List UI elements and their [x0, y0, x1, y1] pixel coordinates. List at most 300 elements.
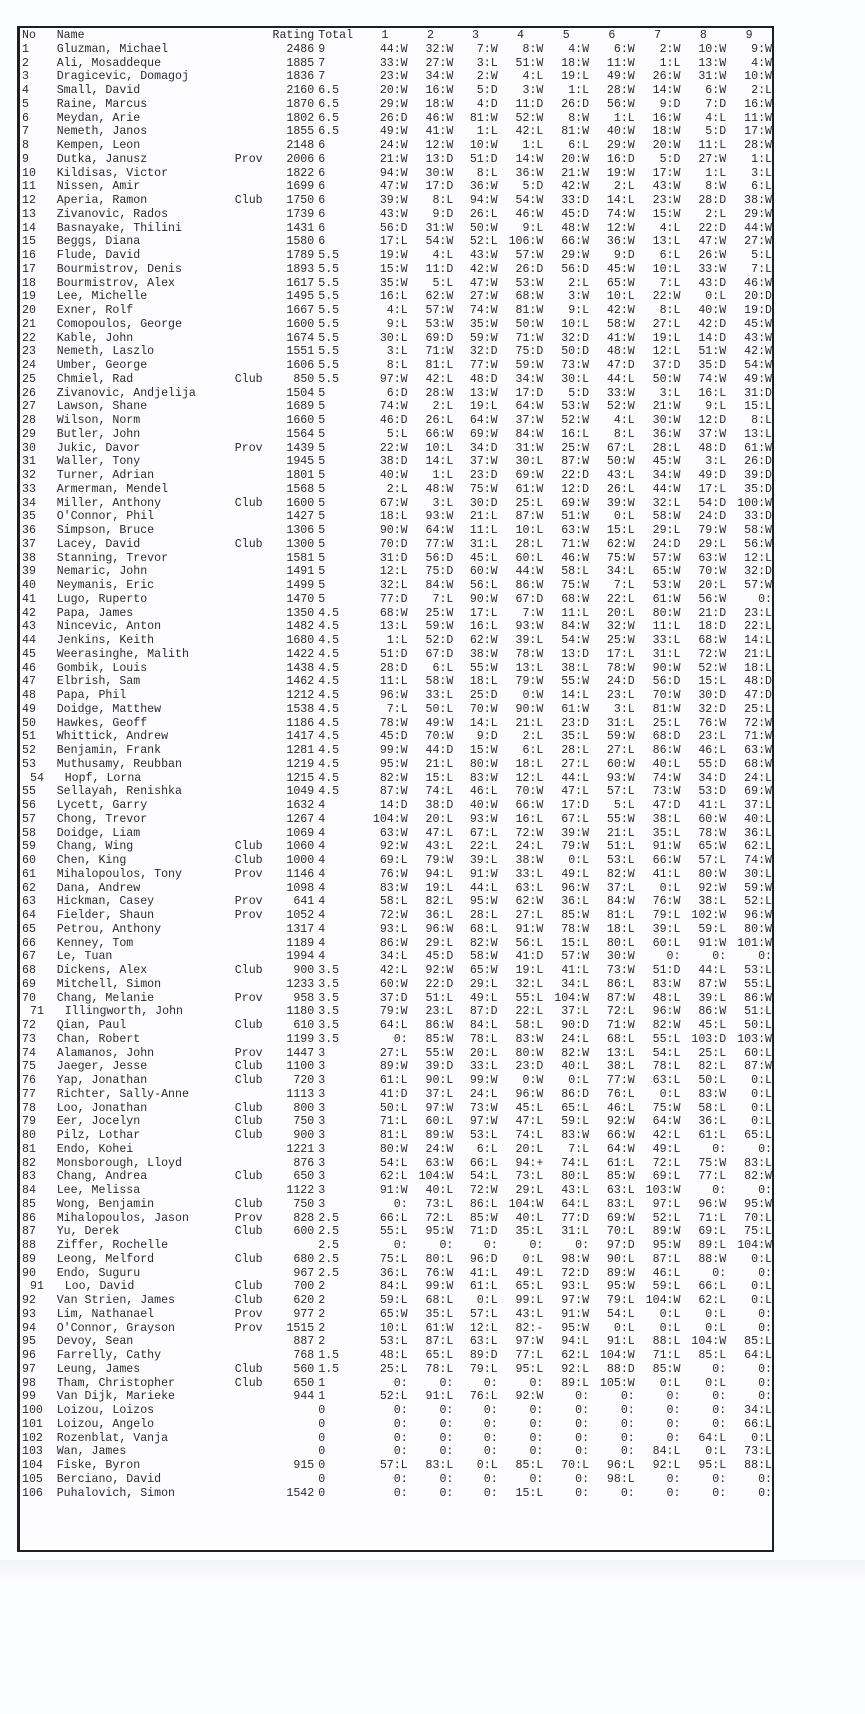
round-7-result: 21:W: [652, 400, 681, 414]
round-6-result: 63:L: [606, 1184, 635, 1197]
player-total: 5: [318, 496, 326, 510]
player-type: [235, 717, 273, 731]
player-total: 5: [318, 400, 326, 414]
player-number: 7: [22, 125, 29, 139]
player-name: Endo, Suguru: [56, 1266, 141, 1280]
round-7-result: 0:L: [659, 1307, 681, 1321]
player-name: Van Strien, James: [56, 1294, 175, 1307]
player-number: 46: [22, 661, 36, 675]
round-5-result: 80:L: [561, 1170, 590, 1184]
round-5-result: 51:W: [561, 510, 590, 524]
player-rating: 1189: [286, 936, 315, 950]
round-7-result: 75:W: [652, 1101, 681, 1115]
round-1-result: 11:L: [379, 675, 408, 689]
round-4-result: 43:L: [515, 1307, 544, 1321]
round-4-result: 13:L: [515, 661, 544, 675]
player-rating: 967: [293, 1266, 315, 1280]
round-4-result: 78:W: [515, 647, 544, 661]
player-rating: 1994: [286, 950, 315, 964]
player-name: Aperia, Ramon: [56, 194, 148, 207]
player-rating: 750: [293, 1115, 315, 1129]
round-1-result: 9:L: [386, 317, 408, 331]
player-total: 0: [318, 1486, 326, 1500]
header-round-8: 8: [699, 29, 707, 42]
player-rating: 1281: [286, 744, 315, 757]
round-9-result: 0:: [758, 1472, 772, 1486]
round-3-result: 40:W: [469, 799, 498, 812]
round-7-result: 69:L: [652, 1170, 681, 1184]
player-total: 3: [318, 1115, 326, 1129]
player-total: 4.5: [318, 606, 340, 620]
player-rating: 768: [293, 1349, 315, 1362]
round-9-result: 57:W: [744, 579, 772, 592]
round-9-result: 82:W: [744, 1170, 772, 1184]
player-row: [22, 538, 772, 552]
round-7-result: 82:W: [652, 1019, 681, 1032]
player-row: [22, 318, 772, 332]
player-rating: 800: [293, 1101, 315, 1115]
player-name: Exner, Rolf: [56, 304, 134, 317]
player-rating: 1885: [286, 56, 315, 70]
player-rating: [272, 1418, 318, 1432]
round-7-result: 23:W: [652, 194, 681, 207]
round-3-result: 62:W: [469, 634, 498, 647]
player-rating: 1689: [286, 400, 315, 414]
round-6-result: 96:L: [606, 1459, 635, 1472]
player-total: 5: [318, 386, 326, 400]
round-5-result: 5:D: [568, 386, 590, 400]
player-number: 54: [30, 771, 44, 785]
round-1-result: 69:L: [379, 854, 408, 867]
round-8-result: 26:W: [698, 249, 727, 262]
player-row: [22, 923, 772, 937]
player-row: [22, 414, 772, 428]
round-9-result: 68:W: [744, 757, 772, 771]
player-number: 101: [22, 1417, 43, 1431]
player-name: Kempen, Leon: [56, 139, 141, 152]
round-2-result: 15:L: [425, 771, 454, 785]
player-total: 6: [318, 221, 326, 235]
round-8-result: 44:L: [698, 964, 727, 977]
player-number: 57: [22, 812, 36, 826]
round-1-result: 78:W: [379, 716, 408, 730]
player-rating: 1447: [286, 1046, 315, 1060]
round-3-result: 37:W: [469, 455, 498, 469]
round-1-result: 49:W: [379, 125, 408, 139]
round-1-result: 65:W: [379, 1307, 408, 1321]
round-2-result: 21:L: [425, 757, 454, 771]
round-3-result: 31:L: [469, 537, 498, 551]
round-1-result: 6:D: [386, 386, 408, 400]
round-7-result: 7:L: [659, 276, 681, 290]
round-6-result: 50:W: [606, 455, 635, 469]
round-3-result: 0:: [483, 1239, 498, 1252]
round-8-result: 47:W: [698, 235, 727, 249]
player-rating: 1491: [286, 565, 315, 579]
player-name: Lim, Nathanael: [56, 1307, 155, 1321]
round-2-result: 57:W: [425, 304, 454, 317]
player-type: [235, 1267, 273, 1281]
player-type: [235, 139, 273, 153]
round-8-result: 9:L: [705, 400, 727, 414]
round-4-result: 75:D: [515, 345, 544, 359]
round-5-result: 65:L: [561, 1101, 590, 1115]
round-3-result: 17:L: [469, 606, 498, 620]
round-1-result: 31:D: [379, 551, 408, 565]
round-9-result: 96:W: [744, 909, 772, 922]
player-name: Armerman, Mendel: [56, 482, 169, 496]
player-number: 70: [22, 991, 36, 1005]
player-rating: 887: [293, 1335, 315, 1349]
round-7-result: 11:L: [652, 620, 681, 634]
round-2-result: 52:D: [425, 634, 454, 647]
round-1-result: 50:L: [379, 1101, 408, 1115]
player-rating: 1739: [286, 207, 315, 221]
round-9-result: 0:L: [751, 1087, 772, 1101]
player-total: 0: [318, 1404, 326, 1417]
player-row: [22, 1404, 772, 1418]
player-row: [22, 1459, 772, 1473]
round-6-result: 64:W: [606, 1142, 635, 1156]
player-name: Basnayake, Thilini: [56, 221, 182, 235]
round-4-result: 16:L: [515, 812, 544, 826]
player-total: 4: [318, 881, 326, 895]
round-3-result: 67:L: [469, 826, 498, 840]
player-row: [22, 1253, 772, 1267]
round-1-result: 0:: [393, 1486, 408, 1500]
player-rating: 1945: [286, 455, 315, 469]
header-round-4: 4: [517, 29, 524, 42]
round-1-result: 0:: [393, 1445, 408, 1459]
round-1-result: 68:W: [379, 606, 408, 620]
player-rating: 1060: [286, 840, 315, 854]
player-rating: 1538: [286, 702, 315, 716]
player-row: [22, 1088, 772, 1102]
round-3-result: 64:W: [469, 414, 498, 427]
player-number: 55: [22, 785, 36, 799]
player-row: [22, 1184, 772, 1198]
player-name: Richter, Sally-Anne: [56, 1087, 189, 1101]
round-1-result: 25:L: [379, 1362, 408, 1376]
round-8-result: 77:L: [698, 1170, 727, 1184]
player-rating: 560: [293, 1362, 315, 1376]
round-9-result: 58:W: [744, 524, 772, 537]
player-total: 0: [318, 1417, 326, 1431]
round-5-result: 0:L: [568, 1074, 590, 1087]
round-1-result: 14:D: [379, 799, 408, 812]
round-4-result: 10:L: [515, 524, 544, 537]
round-2-result: 63:W: [425, 1156, 454, 1170]
round-8-result: 53:D: [698, 785, 727, 799]
round-3-result: 44:L: [469, 881, 498, 895]
round-7-result: 14:W: [652, 84, 681, 97]
player-type: [235, 882, 273, 896]
round-9-result: 49:W: [744, 372, 772, 386]
round-8-result: 91:W: [698, 936, 727, 950]
player-rating: 876: [293, 1156, 315, 1170]
round-2-result: 5:L: [432, 276, 454, 290]
player-name: Gluzman, Michael: [56, 42, 169, 56]
round-2-result: 61:W: [425, 1321, 454, 1335]
round-6-result: 6:W: [613, 42, 635, 56]
round-3-result: 57:L: [469, 1307, 498, 1321]
player-rating: 610: [293, 1019, 315, 1032]
player-type: Club: [234, 1074, 263, 1087]
round-4-result: 29:L: [515, 1184, 544, 1197]
round-9-result: 0:L: [751, 1280, 772, 1294]
round-6-result: 67:L: [606, 441, 635, 455]
round-1-result: 67:W: [379, 496, 408, 510]
round-3-result: 70:W: [469, 702, 498, 716]
round-7-result: 43:W: [652, 180, 681, 194]
player-number: 50: [22, 716, 36, 730]
round-5-result: 104:W: [554, 991, 590, 1005]
round-4-result: 27:L: [515, 909, 544, 922]
round-1-result: 56:D: [379, 221, 408, 235]
round-4-result: 14:W: [515, 152, 544, 166]
round-6-result: 22:L: [606, 592, 635, 606]
round-7-result: 15:W: [652, 207, 681, 221]
round-4-result: 79:W: [515, 675, 544, 689]
player-rating: 1674: [286, 331, 315, 345]
player-type: [235, 428, 273, 442]
player-number: 18: [22, 276, 36, 290]
round-8-result: 96:W: [698, 1197, 727, 1211]
player-name: Leong, Melford: [56, 1252, 155, 1266]
round-4-result: 24:L: [515, 840, 544, 854]
round-4-result: 49:L: [515, 1266, 544, 1280]
round-5-result: 77:D: [561, 1211, 590, 1225]
round-9-result: 86:W: [744, 991, 772, 1005]
round-5-result: 38:L: [561, 661, 590, 675]
player-type: [235, 1335, 273, 1349]
round-4-result: 39:L: [515, 634, 544, 647]
round-1-result: 40:W: [379, 469, 408, 482]
round-4-result: 73:L: [515, 1170, 544, 1184]
round-3-result: 43:W: [469, 249, 498, 262]
round-8-result: 75:W: [698, 1156, 727, 1170]
player-rating: 1632: [286, 799, 315, 812]
player-name: Le, Tuan: [56, 950, 113, 964]
round-2-result: 94:L: [425, 867, 454, 881]
round-2-result: 9:D: [432, 207, 454, 221]
player-name: Waller, Tony: [56, 455, 141, 469]
player-name: Bourmistrov, Alex: [56, 276, 175, 290]
round-8-result: 79:W: [698, 524, 727, 537]
player-name: Dana, Andrew: [56, 881, 141, 895]
round-9-result: 39:D: [744, 469, 772, 482]
player-type: Prov: [234, 1211, 263, 1225]
player-rating: 650: [293, 1376, 315, 1390]
player-name: Loo, David: [64, 1280, 135, 1294]
round-7-result: 44:W: [652, 482, 681, 496]
player-number: 24: [22, 359, 36, 372]
player-row: [22, 579, 772, 593]
player-row: [22, 1033, 772, 1047]
round-4-result: 54:W: [515, 194, 544, 207]
player-rating: 1789: [286, 249, 315, 262]
round-8-result: 45:L: [698, 1019, 727, 1032]
player-rating: 1427: [286, 510, 315, 524]
player-total: 5.5: [318, 262, 340, 276]
round-7-result: 10:L: [652, 262, 681, 276]
player-rating: 1495: [286, 290, 315, 304]
round-2-result: 32:W: [425, 42, 454, 56]
round-7-result: 48:L: [652, 991, 681, 1005]
round-6-result: 57:L: [606, 785, 635, 799]
round-5-result: 58:L: [561, 565, 590, 579]
round-3-result: 77:W: [469, 359, 498, 372]
round-9-result: 0:: [758, 592, 772, 606]
player-number: 83: [22, 1170, 36, 1184]
player-row: [22, 1047, 772, 1061]
round-5-result: 31:L: [561, 1225, 590, 1239]
round-8-result: 4:L: [705, 111, 727, 125]
round-2-result: 38:D: [425, 799, 454, 812]
round-2-result: 79:W: [425, 854, 454, 867]
player-rating: 1542: [286, 1486, 315, 1500]
round-7-result: 25:L: [652, 716, 681, 730]
round-6-result: 55:W: [606, 812, 635, 826]
player-number: 13: [22, 207, 36, 221]
round-2-result: 42:L: [425, 372, 454, 386]
round-2-result: 65:L: [425, 1349, 454, 1362]
round-9-result: 12:L: [744, 551, 772, 565]
player-type: [235, 469, 273, 483]
round-7-result: 86:W: [652, 744, 681, 757]
round-5-result: 34:L: [561, 977, 590, 991]
round-9-result: 0:: [758, 1376, 772, 1390]
round-9-result: 0:L: [751, 1294, 772, 1307]
player-row: [22, 1432, 772, 1446]
player-number: 91: [30, 1280, 44, 1294]
player-type: [235, 180, 273, 194]
round-6-result: 11:W: [606, 56, 635, 70]
round-1-result: 12:L: [379, 565, 408, 579]
player-row: [22, 1418, 772, 1432]
round-8-result: 63:W: [698, 551, 727, 565]
player-type: [235, 277, 273, 291]
round-4-result: 12:L: [515, 771, 544, 785]
round-5-result: 0:: [575, 1431, 590, 1445]
round-5-result: 32:D: [561, 331, 590, 345]
round-6-result: 0:L: [613, 1321, 635, 1335]
round-6-result: 98:L: [606, 1472, 635, 1486]
round-6-result: 89:W: [606, 1266, 635, 1280]
round-8-result: 0:: [712, 1184, 727, 1197]
player-total: 2: [318, 1294, 326, 1307]
player-row: [22, 1129, 772, 1143]
player-total: 3: [318, 1197, 326, 1211]
round-8-result: 31:W: [698, 70, 727, 84]
round-8-result: 2:L: [705, 207, 727, 221]
round-5-result: 94:L: [561, 1335, 590, 1349]
player-name: Pilz, Lothar: [56, 1129, 141, 1142]
round-1-result: 0:: [393, 1197, 408, 1211]
player-name: Puhalovich, Simon: [56, 1486, 175, 1500]
player-number: 22: [22, 331, 36, 345]
player-rating: 1219: [286, 757, 315, 771]
player-total: 4: [318, 867, 326, 881]
round-3-result: 86:L: [469, 1197, 498, 1211]
scan-edge: [0, 1560, 865, 1580]
round-8-result: 6:W: [705, 84, 727, 97]
round-6-result: 75:W: [606, 551, 635, 565]
player-name: Tham, Christopher: [56, 1376, 175, 1390]
player-type: [235, 634, 273, 648]
player-row: [22, 689, 772, 703]
round-1-result: 30:L: [379, 331, 408, 345]
round-3-result: 26:L: [469, 207, 498, 221]
round-3-result: 95:W: [469, 895, 498, 909]
round-9-result: 50:L: [744, 1019, 772, 1032]
player-type: [235, 827, 273, 841]
round-6-result: 5:L: [613, 799, 635, 812]
round-7-result: 54:L: [652, 1046, 681, 1060]
round-6-result: 23:L: [606, 689, 635, 702]
player-type: [235, 607, 273, 621]
player-number: 6: [22, 111, 29, 125]
round-2-result: 60:L: [425, 1115, 454, 1129]
player-total: 5.5: [318, 317, 340, 331]
round-9-result: 75:L: [744, 1225, 772, 1239]
round-4-result: 50:W: [515, 317, 544, 331]
round-6-result: 20:L: [606, 606, 635, 620]
round-6-result: 39:W: [606, 496, 635, 510]
player-name: Benjamin, Frank: [56, 744, 162, 757]
round-1-result: 13:L: [379, 620, 408, 634]
round-6-result: 83:L: [606, 1197, 635, 1211]
round-7-result: 87:L: [652, 1252, 681, 1266]
round-6-result: 65:W: [606, 276, 635, 290]
round-6-result: 38:L: [606, 1060, 635, 1074]
player-rating: 958: [293, 991, 315, 1005]
round-7-result: 0:L: [659, 1376, 681, 1390]
player-type: [235, 235, 273, 249]
round-7-result: 13:L: [652, 235, 681, 249]
player-total: 4.5: [318, 785, 340, 799]
round-1-result: 77:D: [379, 592, 408, 606]
round-3-result: 47:W: [469, 276, 498, 290]
round-6-result: 0:: [620, 1486, 635, 1500]
round-9-result: 8:L: [751, 414, 772, 427]
round-5-result: 17:D: [561, 799, 590, 812]
round-4-result: 84:W: [515, 427, 544, 441]
player-row: [22, 1349, 772, 1363]
player-total: 3: [318, 1060, 326, 1074]
player-rating: 2486: [286, 42, 315, 56]
round-1-result: 0:: [393, 1404, 408, 1417]
player-name: Papa, Phil: [56, 689, 127, 702]
round-1-result: 17:L: [379, 235, 408, 249]
player-rating: [272, 1473, 318, 1487]
round-1-result: 27:L: [379, 1046, 408, 1060]
round-2-result: 74:L: [425, 785, 454, 799]
player-type: [235, 785, 273, 799]
player-number: 43: [22, 620, 36, 634]
round-2-result: 23:L: [425, 1005, 454, 1019]
round-2-result: 69:D: [425, 331, 454, 345]
round-4-result: 66:W: [515, 799, 544, 812]
round-9-result: 0:L: [751, 1431, 772, 1445]
round-6-result: 7:L: [613, 579, 635, 592]
player-row: [22, 442, 772, 456]
player-name: Comopoulos, George: [56, 317, 182, 331]
player-name: Kable, John: [56, 331, 134, 345]
player-rating: 1439: [286, 441, 315, 455]
player-rating: 1822: [286, 166, 315, 180]
player-total: 2: [318, 1321, 326, 1335]
